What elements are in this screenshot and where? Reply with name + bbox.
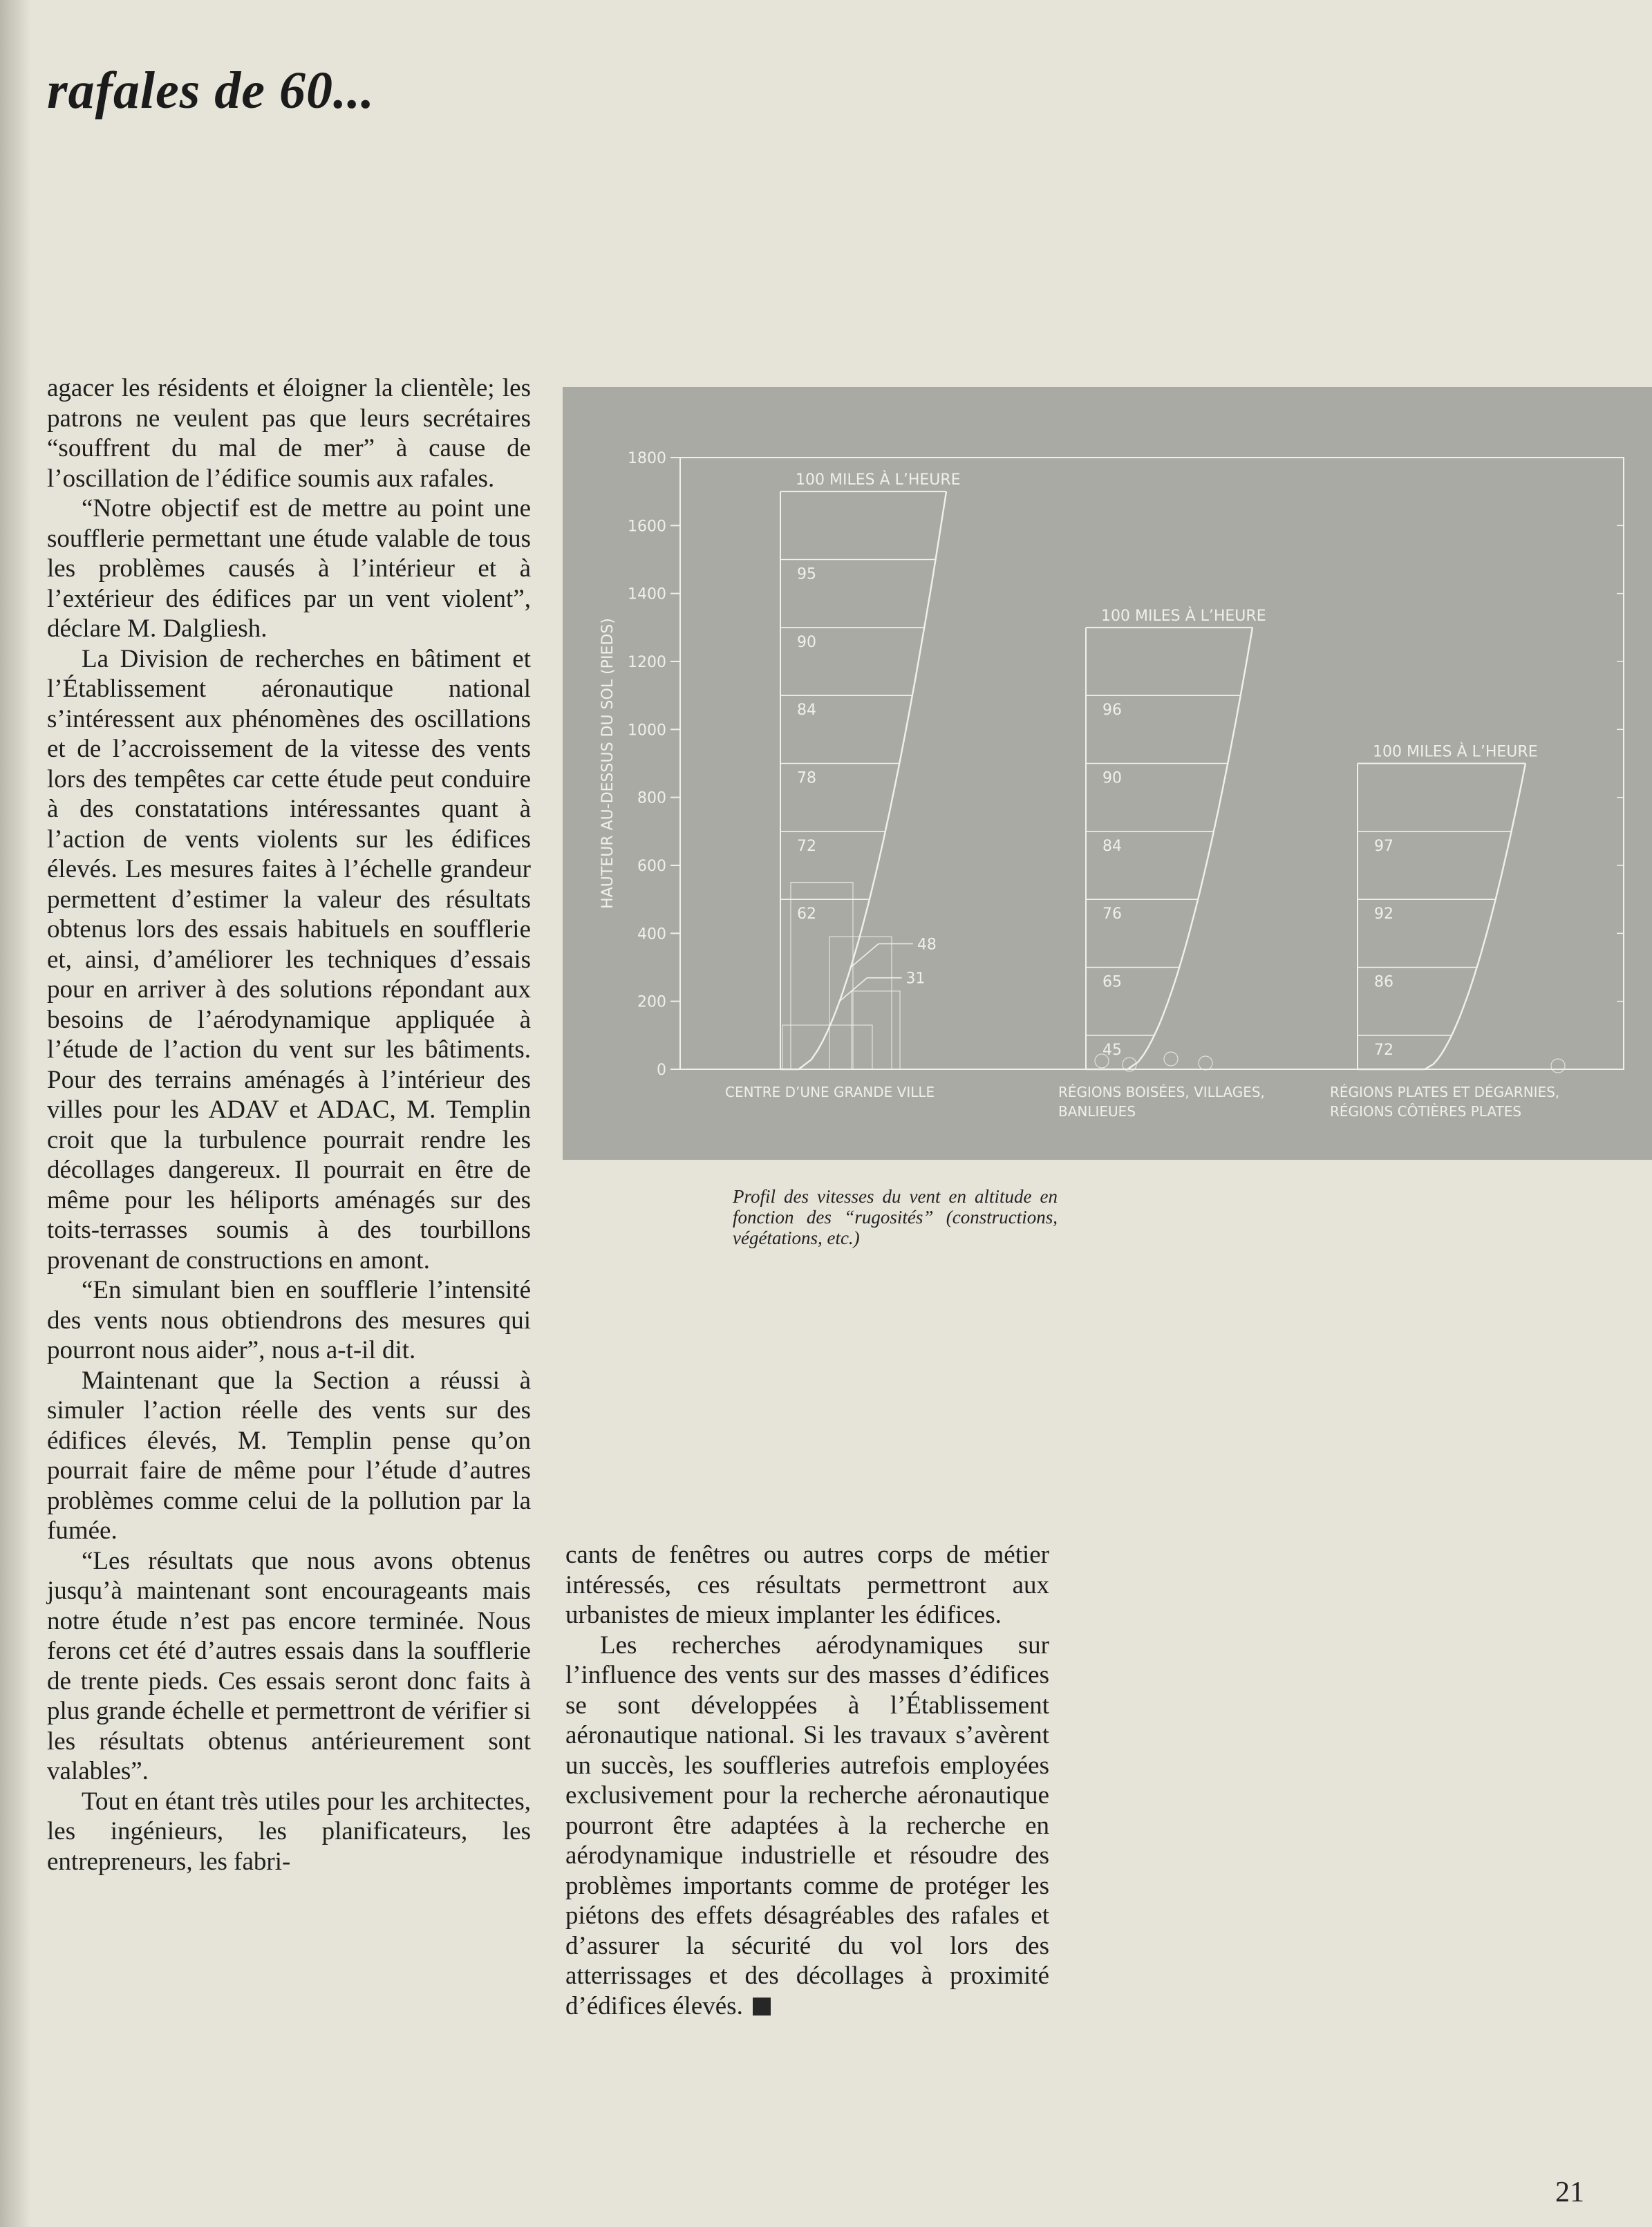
wind-profile-figure bbox=[563, 387, 1652, 1160]
y-tick-label: 1600 bbox=[628, 518, 666, 536]
speed-level-label: 84 bbox=[1102, 837, 1122, 855]
speed-level-label: 97 bbox=[1374, 837, 1393, 855]
tree-sketch bbox=[1164, 1052, 1178, 1066]
terrain-label: CENTRE D’UNE GRANDE VILLE bbox=[725, 1084, 935, 1100]
show-through-text bbox=[581, 62, 1583, 422]
speed-level-label: 72 bbox=[797, 837, 816, 855]
text-column-left bbox=[47, 373, 531, 1877]
page-number: 21 bbox=[1555, 2177, 1584, 2208]
page-header: rafales de 60... bbox=[47, 62, 375, 120]
speed-level-label: 76 bbox=[1102, 905, 1122, 923]
speed-level-label: 72 bbox=[1374, 1041, 1393, 1059]
paragraph: “En simulant bien en soufflerie l’intensité des vents nous obtiendrons des mesures qui pourront nous aider”, nous a-t-il dit. bbox=[47, 1276, 531, 1364]
y-tick-label: 1200 bbox=[628, 654, 666, 671]
gradient-speed-label: 100 MILES À L’HEURE bbox=[1101, 607, 1266, 625]
tree-sketch bbox=[1199, 1056, 1212, 1070]
speed-level-label: 95 bbox=[797, 565, 816, 583]
speed-level-label: 65 bbox=[1102, 973, 1122, 991]
y-tick-label: 0 bbox=[657, 1062, 666, 1079]
speed-level-label: 90 bbox=[797, 633, 816, 651]
y-axis-label: HAUTEUR AU-DESSUS DU SOL (PIEDS) bbox=[599, 618, 617, 909]
speed-level-label: 92 bbox=[1374, 905, 1393, 923]
paragraph: Tout en étant très utiles pour les architectes, les ingénieurs, les planificateurs, les entrepreneurs, les fabri- bbox=[47, 1787, 531, 1876]
y-tick-label: 600 bbox=[637, 858, 666, 875]
paragraph: Maintenant que la Section a réussi à simuler l’action réelle des vents sur des édifices élevés, M. Templin pense qu’on pourrait faire de même pour l’étude d’autres problèmes comme celui de la pollution par la fumée. bbox=[47, 1366, 531, 1545]
page-gutter-shadow bbox=[0, 0, 30, 2227]
terrain-label: RÉGIONS CÔTIÈRES PLATES bbox=[1330, 1103, 1522, 1120]
y-tick-label: 400 bbox=[637, 925, 666, 943]
gradient-speed-label: 100 MILES À L’HEURE bbox=[796, 471, 961, 489]
figure-caption: Profil des vitesses du vent en altitude en fonction des “rugosités” (constructions, végétations, etc.) bbox=[733, 1186, 1058, 1248]
speed-level-label: 84 bbox=[797, 702, 816, 720]
paragraph-text: Les recherches aérodynamiques sur l’influence des vents sur des masses d’édifices se sont développées à l’Établissement aéronautique national. Si les travaux s’avèrent un succès, les souffleries autrefois employées exclusivement pour la recherche aéronautique pourront être adaptées à la recherche en aérodynamique industrielle et résoudre des problèmes importants comme de protéger les piétons des effets désagréables des rafales et d’assurer la sécurité du vol lors des atterrissages et des décollages à proximité d’édifices élevés. bbox=[565, 1631, 1049, 2020]
speed-level-label: 45 bbox=[1102, 1041, 1122, 1059]
speed-level-label: 86 bbox=[1374, 973, 1393, 991]
paragraph: La Division de recherches en bâtiment et l’Établissement aéronautique national s’intéressent aux phénomènes des oscillations et de l’accroissement de la vitesse des vents lors des tempêtes car cette étude peut conduire à des constatations intéressantes quant à l’action de vents violents sur les édifices élevés. Les mesures faites à l’échelle grandeur permettent d’estimer la valeur des résultats obtenus lors des essais habituels en soufflerie et, ainsi, d’améliorer les techniques d’essais pour en arriver à des solutions répondant aux besoins de l’aérodynamique appliquée à l’étude de l’action du vent sur les bâtiments. Pour des terrains aménagés à l’intérieur des villes pour les ADAV et ADAC, M. Templin croit que la turbulence pourrait rendre les décollages dangereux. Il pourrait en être de même pour les héliports aménagés sur des toits-terrasses soumis à des tourbillons provenant de constructions en amont. bbox=[47, 644, 531, 1275]
text-column-right bbox=[565, 1540, 1049, 2021]
gradient-speed-label: 100 MILES À L’HEURE bbox=[1373, 743, 1538, 761]
y-tick-label: 1800 bbox=[628, 450, 666, 467]
building-sketch bbox=[852, 991, 900, 1069]
tree-sketch bbox=[1551, 1059, 1565, 1073]
speed-level-label: 62 bbox=[797, 905, 816, 923]
speed-level-label: 78 bbox=[797, 769, 816, 787]
paragraph: “Notre objectif est de mettre au point une soufflerie permettant une étude valable de tous les problèmes causés à l’intérieur et à l’extérieur des édifices par un vent violent”, déclare M. Dalgliesh. bbox=[47, 494, 531, 643]
terrain-label: RÉGIONS BOISÉES, VILLAGES, bbox=[1058, 1084, 1265, 1100]
end-of-article-mark bbox=[753, 1998, 771, 2015]
tree-sketch bbox=[1095, 1054, 1109, 1068]
callout-speed-label: 31 bbox=[905, 970, 926, 988]
y-tick-label: 1000 bbox=[628, 722, 666, 740]
paragraph bbox=[565, 1631, 1049, 2022]
paragraph: agacer les résidents et éloigner la clientèle; les patrons ne veulent pas que leurs secrétaires “souffrent du mal de mer” à cause de l’oscillation de l’édifice soumis aux rafales. bbox=[47, 374, 531, 493]
speed-level-label: 90 bbox=[1102, 769, 1122, 787]
terrain-label: RÉGIONS PLATES ET DÉGARNIES, bbox=[1330, 1084, 1560, 1100]
terrain-label: BANLIEUES bbox=[1058, 1103, 1136, 1120]
paragraph: cants de fenêtres ou autres corps de métier intéressés, ces résultats permettront aux urbanistes de mieux implanter les édifices. bbox=[565, 1541, 1049, 1629]
y-tick-label: 800 bbox=[637, 789, 666, 807]
wind-profile-chart bbox=[563, 387, 1652, 1160]
speed-level-label: 96 bbox=[1102, 702, 1122, 720]
paragraph: “Les résultats que nous avons obtenus jusqu’à maintenant sont encourageants mais notre étude n’est pas encore terminée. Nous ferons cet été d’autres essais dans la soufflerie de trente pieds. Ces essais seront donc faits à plus grande échelle et permettront de vérifier si les résultats obtenus antérieurement sont valables”. bbox=[47, 1546, 531, 1785]
callout-speed-label: 48 bbox=[917, 936, 937, 954]
y-tick-label: 1400 bbox=[628, 585, 666, 603]
y-tick-label: 200 bbox=[637, 993, 666, 1011]
